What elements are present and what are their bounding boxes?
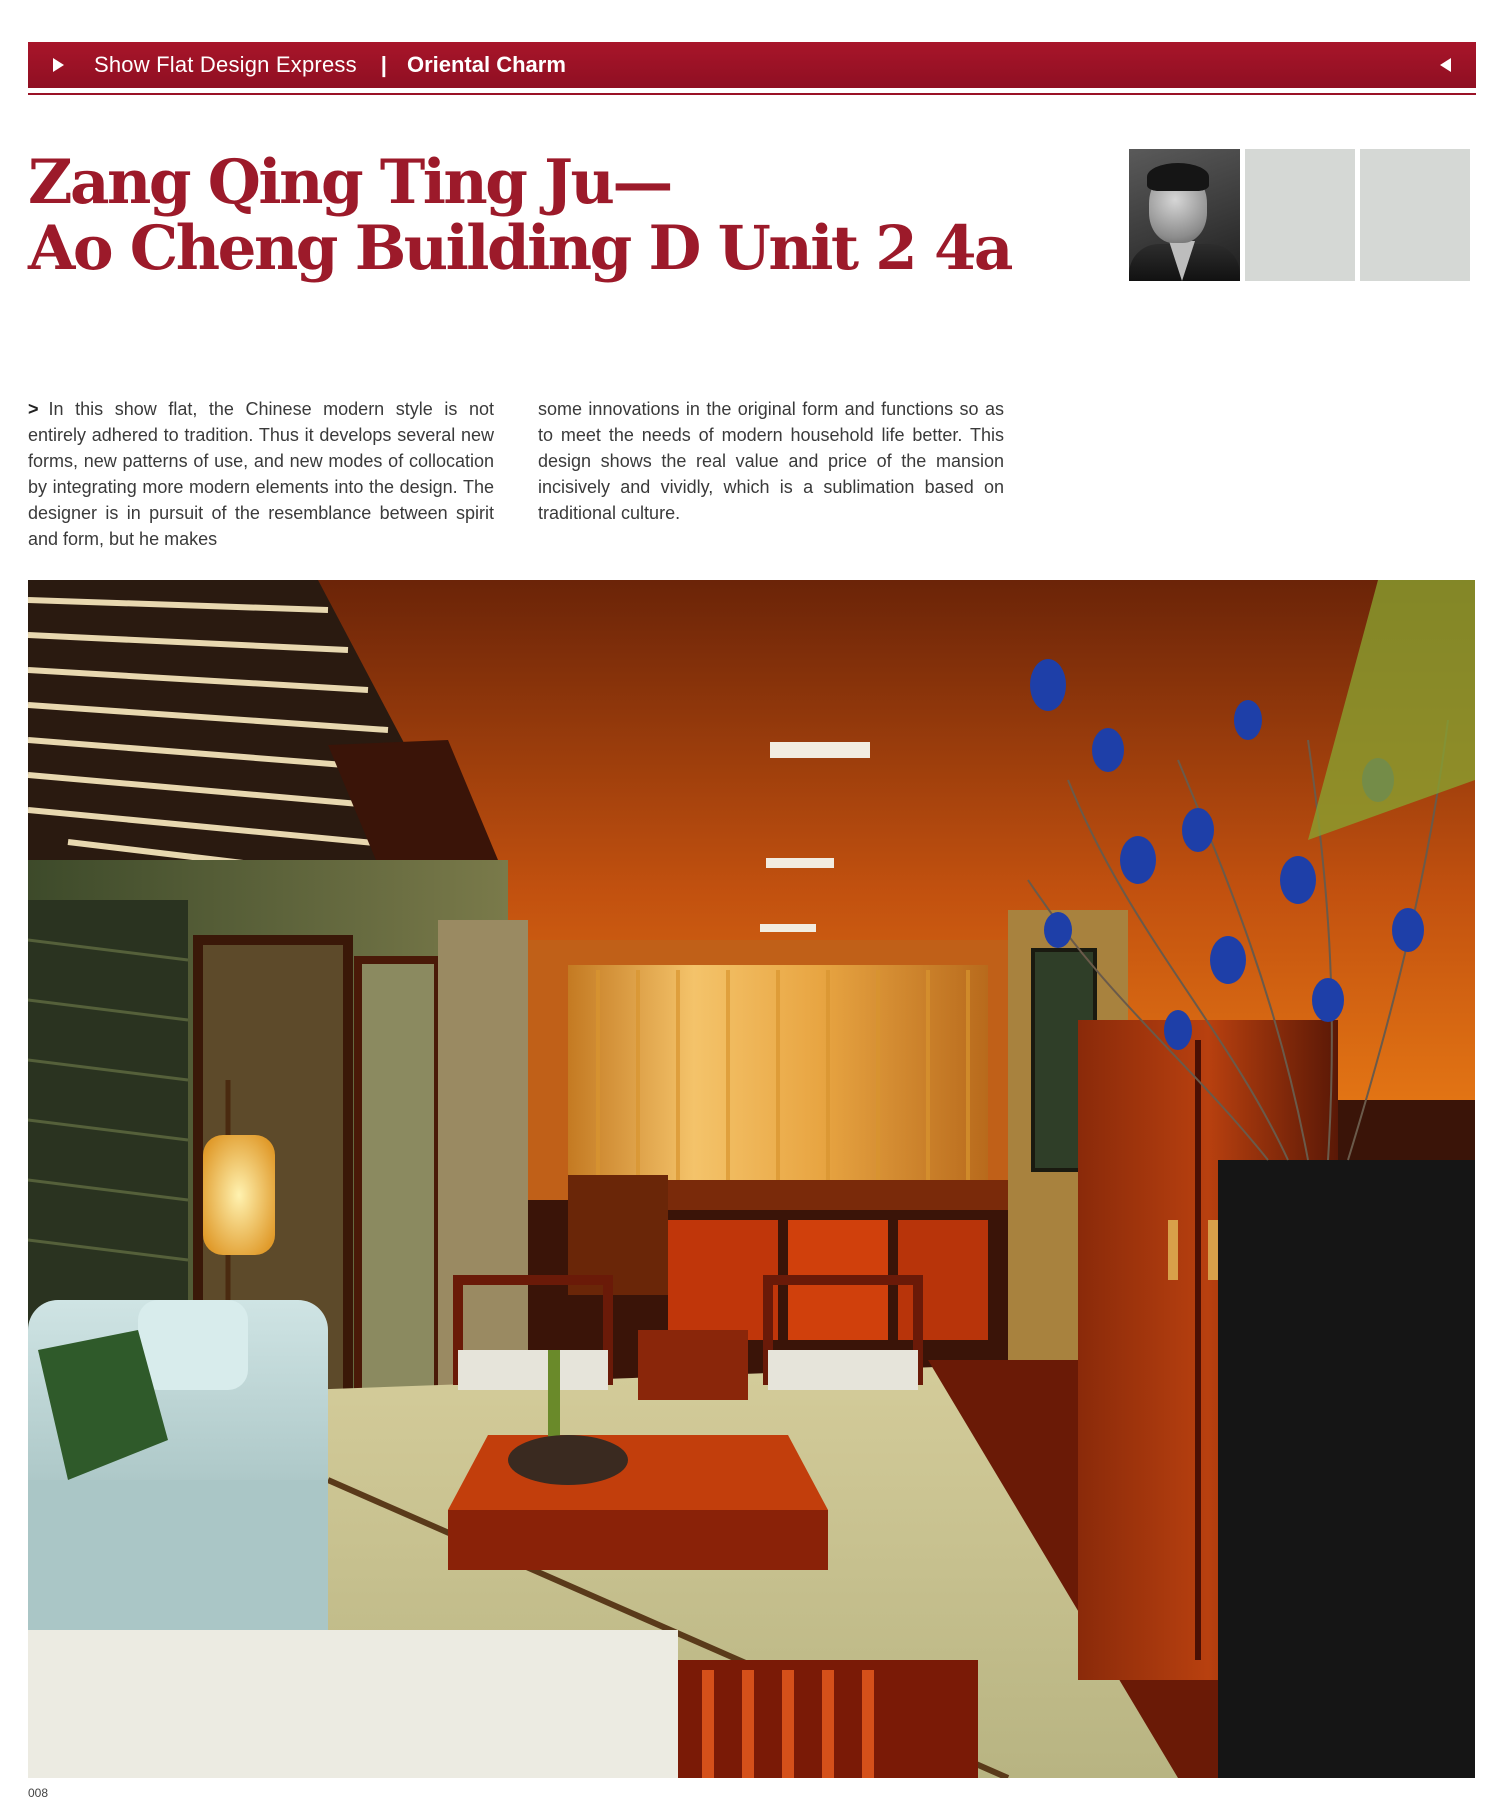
- section-header-bar: [28, 42, 1476, 88]
- section-topic: Oriental Charm: [406, 52, 566, 77]
- title-line-1: Zang Qing Ting Ju—: [28, 147, 671, 218]
- designer-portrait: [1129, 149, 1240, 281]
- page-title: [28, 147, 1088, 284]
- play-arrow-icon: [53, 58, 64, 72]
- back-arrow-icon: [1440, 58, 1451, 72]
- article-text-1: In this show flat, the Chinese modern style is not entirely adhered to tradition. Thus it develops several new forms, new patterns of use, and new modes of collocation by integrating more modern elements into the design. The designer is in pursuit of the resemblance between spirit and form, but he makes: [28, 399, 494, 549]
- interior-photo: [28, 580, 1475, 1778]
- placeholder-thumbnail: [1360, 149, 1470, 281]
- article-column-2: [538, 396, 1004, 526]
- section-name: Show Flat Design Express: [94, 52, 357, 77]
- header-divider: [28, 93, 1476, 95]
- page-number: 008: [28, 1786, 49, 1800]
- header-separator: |: [380, 52, 387, 77]
- article-text-2: some innovations in the original form and functions so as to meet the needs of modern household life better. This design shows the real value and price of the mansion incisively and vividly, which is a sublimation based on traditional culture.: [538, 399, 1004, 523]
- title-line-2: Ao Cheng Building D Unit 2 4a: [28, 213, 1011, 284]
- article-column-1: [28, 396, 494, 552]
- bullet-marker: >: [28, 399, 39, 419]
- placeholder-thumbnail: [1245, 149, 1355, 281]
